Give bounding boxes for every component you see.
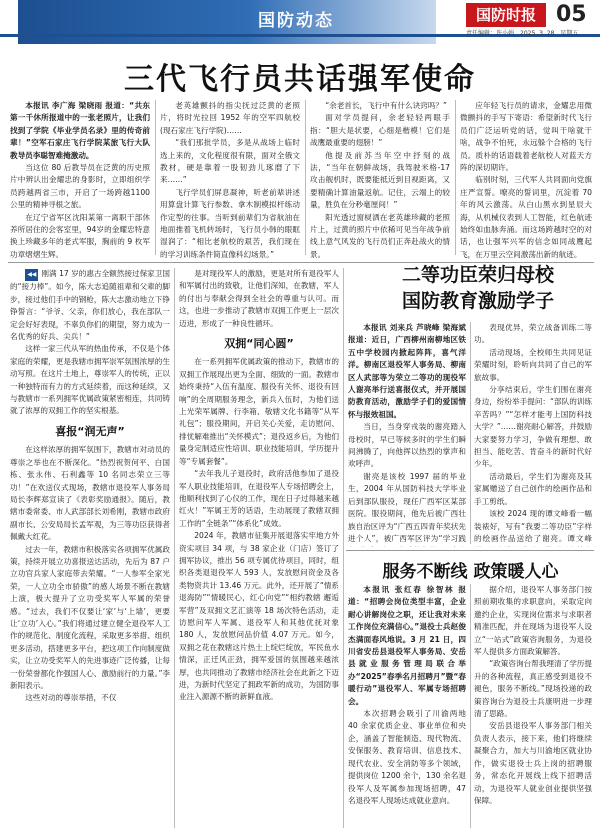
paragraph: 应年轻飞行员的请求，金耀忠用微微颤抖的手写下寄语：希望新时代飞行员们广泛运听党的话，觉叫干啥就干啥，战争不怕死，永远躲个合格的飞行员。质朴的话语载着老航校人对蓝天方阵的深切期许。: [460, 101, 592, 173]
column-divider: [343, 268, 344, 828]
paragraph: 据介绍，退役军人事务部门按照前期收集的求职意向，采取定向邀约企业，实现岗位需求与求职者精准匹配，并在现场为退役军人设立“一站式”政策咨询服务，为退役军人提供多方面政策解答。: [474, 585, 592, 657]
subhead-2: 双拥“同心圆”: [224, 337, 294, 351]
article1-col4: [460, 100, 592, 260]
paragraph: 2024 年，教辖市征集开展退落实牢地方外资实项目 34 项，与 38 家企业（门店）签订了拥军协议，推出 56 项专属优待项目，同时，组织各类退退役军人 593 人，发放慰问资金及各类物资共计 13.46 万元。此外，还开展了“情系退海防”“情暖民心，红心向党”“相约教辖 邂逅军营”及双拥文艺汇演等 18 场次特色活动，走访慰问军人军属、退役军人和其他优抚对象 180 人，发放慰问品价值 4.07 万元。如今，双拥之花在教辖这片热土上绽烂绽放，军民鱼水情深，正迁风正劲，拥军爱国的氛围越来越浓厚，也共同推动了教辖市经济社会在此新之下迈进，为新时代坚定了拥政军新的成功，为国防事业注入源源不断的新鲜血液。: [179, 531, 339, 702]
paragraph: 临别时刻，三代军人共同面向党旗庄严宣誓。嘹亮的誓词里，沉淀着 70 年的风云激荡。从白山黑水到星辰大海，从机械仪表到人工智能，红色航迹始终如血脉奔涌。而这场跨越时空的对话，也让强军兴军的信念如同战鹰起飞，在万里云空间激荡出新的航迹。: [460, 175, 592, 259]
article3-headline: 服务不断线 政策暖人心: [382, 562, 559, 582]
paragraph: 安岳县退役军人事务部门相关负责人表示，接下来，他们将继续凝聚合力，加大与川渝地区就业协作，做实退役士兵上岗的招聘服务，常态化开展线上线下招聘活动，为退役军人就业创业提供坚强保障。: [474, 721, 592, 805]
paragraph: “政策咨询台帮我理清了学历提升的各种流程，真正感受到退役不褪色，服务不断线。”现场投递的政策咨询台为退役士兵康明进一步理清了思路。: [474, 659, 592, 719]
article2-headline-line2: 国防教育激励学子: [401, 290, 554, 312]
article2-headline: [360, 262, 596, 314]
paragraph: 面对学员提问，余老轻轻两眼手指：“胆大是状要，心细是楷模！它们是战鹰最重要的翅膀！”: [310, 113, 450, 148]
column-divider: [155, 100, 156, 255]
article2-col2: [474, 322, 592, 547]
article3-col2: [474, 584, 592, 828]
article3-col1: [348, 584, 466, 828]
paragraph: 老英雄颤抖的指尖抚过泛黄的老照片，将时光拉回 1952 年的空军四航校(现石家庄飞行学院)……: [160, 101, 300, 135]
paragraph: 这样一家三代从军的热血传承，不仅是个体家庭的荣耀，更是我辖市拥军崇军氛围浓厚的生动写照。在这片土地上，尊崇军人的传统，正以一种独特而有力的方式延续着，而这种延续，又与教辖市一系列拥军优属政策紧密相连，共同铸就了浓厚的双拥工作的坚实根基。: [10, 344, 170, 416]
article1-col2: [160, 100, 300, 260]
paragraph: 过去一年，教辖市积极落实各项拥军优属政策，持续开展立功喜报送达活动，先后为 87 户立功官兵家人家庭带去荣耀。“一人参军全家光荣，一人立功全市骄傲”的感人场景不断在教辖上演，极大提升了立功受奖军人军属的荣誉感。“过去，我们不仅要让‘家’与‘上墙’，更要让‘立功’入心。”我们将通过建立健全退役军人工作的规范化、制度化流程，采取更多举措、组织更多活动，搭建更多平台，把这项工作向制度做实，让立功受奖军人的先进事迹广泛传播，让每一份荣誉都化作强国人心、激励前行的力量。”李新阳表示。: [10, 544, 170, 690]
paragraph: 当这位 80 后教导员在泛黄的历史照片中辨认出金耀忠的身影时，立即组织学员跨越两省三市，开启了一场跨越1100公里的精神寻根之旅。: [10, 163, 150, 210]
paragraph: 表现优异，荣立战备训练二等功。: [474, 323, 592, 345]
header-band: [18, 0, 436, 44]
paragraph: 当日，当身穿戎装的谢亮踏入母校时，早已等候多时的学生们瞬间沸腾了，向他挥以热烈的掌声和欢呼声。: [348, 422, 466, 469]
paragraph: 活动最后，学生们为谢亮及其家属赠送了自己创作的绘画作品和手工剪纸。: [474, 471, 592, 506]
column-divider: [470, 584, 471, 828]
edition-meta: 责任编辑：许小娟 2025. 3. 28 星期五: [466, 30, 579, 37]
article3-byline: 本报讯 张红春 徐智林 报道：“招聘会岗位类型丰富，企业耐心讲解岗位之职，还让我对未来工作岗位充满信心。”退役士兵赵俊杰满面春风地说。3 月 21 日，四川省安岳县退役军人事务局、安岳县就业服务管理局联合举办“2025”春季名月招聘月”暨“春暖行动”退役军人、军属专场招聘会。: [348, 585, 466, 706]
newspaper-logo: 国防时报: [466, 3, 546, 27]
paragraph: 本次招聘会吸引了川渝两地 40 余家优质企业、事业单位和央企，涵盖了智能制造、现代物流、安保服务、教育培训、信息技术、现代农业、安全消防等多个领域，提供岗位 1200 余个，130 余名退役军人及军属参加现场招聘，47 名退役军人现场达成就业意向。: [348, 709, 466, 805]
paragraph: 在这样浓厚的拥军氛围下，教辖市对动员的尊崇之举也在不断深化。“热烈祝贺何平、白国栋、张永伟、石利鑫等 10 名同志荣立三等功！”在欢送仪式现场，教辖市退役军人事务局局长李辉郑宣读了《表彰奖励通报》。随后，教辖市委常委、市人武部部长刘希刚，教辖市政府副市长、公安局局长孟军观，为三等功臣获得者佩戴大红花。: [10, 445, 170, 542]
article1-col1: [10, 100, 150, 260]
paragraph: 该校 2024 现的谭文峰看一幅装裱好，写有“我要二等功臣”字样的绘画作品送给了谢亮。谭文峰: [474, 509, 592, 543]
column-divider: [174, 268, 175, 828]
subhead-1: 喜报“润无声”: [55, 424, 125, 438]
paragraph: ◀◀ 刚满 17 岁的惠古全额然接过保家卫国的“接力棒”。如今，陈大志追随祖辈和父辈的脚步，接过他们手中的钢枪，陈大志激动地立下铮铮誓言：“爷爷、父亲，你们放心，我在部队一定会好好表现，不辜负你们的期望，努力成为一名优秀的好兵、尖兵！”: [10, 269, 170, 342]
article2-col1: [348, 322, 466, 547]
jump-tag: ◀◀: [25, 269, 38, 281]
paragraph: 在一系列拥军优属政策的推动下，教辖市的双拥工作展现出更为全面、细致的一面。教辖市始终秉持“入伍有温度、服役有关怀、退役有回响”的全周期服务理念，新兵入伍时，为他们送上光荣军属牌、行李箱、敬辖文化书籍等“从军礼包”；服役期间，开启关心关爱，走访慰问、排忧解难推出“关怀模式”；退役返乡后，为他们量身定制适应性培训、职业技能培训，学历提升等“专属套餐”。: [179, 357, 339, 466]
page-number: 05: [556, 2, 587, 27]
paragraph: 他提及前苏当年空中抒刻的战法，“当年在朝鲜战场，我驾驶米格-17 攻击舰机时，既要能抵近到目视距离，又要精确计算油量返航。记住，云端上的较量，胜负在分秒毫厘间！”: [310, 150, 450, 210]
article1-headline: 三代飞行员共话强军使命: [124, 62, 476, 97]
paragraph: “余老首长，飞行中有什么诀窍吗？”: [325, 101, 447, 110]
paragraph: 分享结束后，学生们围在谢亮身边，纷纷举手提问：“部队的训练辛苦吗？”“怎样才能考上国防科技大学？”……谢亮耐心解答，并鼓励大家要努力学习，争做有理想、敢担当、能吃苦、肯奋斗的新时代好少年。: [474, 385, 592, 469]
paragraph: 在辽宁省军区沈阳某第一离职干部休养所居住的会客室里，94岁的金耀忠特意换上珍藏多年的老式军服，胸前的 9 枚军功章熠熠生辉。: [10, 212, 150, 259]
article1-col3: [310, 100, 450, 260]
paragraph: 谢亮是该校 1997 届的毕业生，2004 年从国防科技大学毕业后到部队服役，现任广西军区某部医院。服役期间，他先后被广西壮族自治区评为“广西五四青年奖状先进个人”，被广西军区评为“学习践: [348, 471, 466, 543]
section-title: 国防动态: [258, 11, 334, 31]
article2-headline-line1: 二等功臣荣归母校: [401, 264, 554, 286]
paragraph: 阳光透过窗棂洒在老英雄珍藏的老照片上，过黄的照片中依稀可见当年战争前线上意气风发的飞行员们正奔赴战火的情景。: [310, 212, 450, 259]
article4-col2: [179, 268, 339, 828]
column-divider: [455, 100, 456, 255]
paragraph: 是对现役军人的激励，更是对所有退役军人和军属付出的致敬，让他们深知，在教辖，军人的付出与奉献会得到全社会的尊重与认可。而这，也进一步推动了教辖市双拥工作更上一层次迈进，形成了一种良性循环。: [179, 269, 339, 328]
paragraph: “我们那批学员，多是从战场上临时选上来的，文化程度很有限，面对全俄文教材，硬是靠着一股韧劲儿琢磨了下来……”: [160, 138, 300, 185]
column-divider: [305, 100, 306, 255]
article4-col1: [10, 268, 170, 828]
page-header: [0, 0, 600, 44]
paragraph: 飞行学员们屏息凝神，听老前辈讲述用算盘计算飞行参数、拿木制模拟杆练动作定型的往事。当听到前辈们为省航油在地面推着飞机转场时，飞行员小韩的眼眶湿润了：“相比老航校的艰苦，我们现在的学习训练条件简直像科幻场景。”: [160, 187, 300, 259]
paragraph: “去年我儿子退役时，政府活他参加了退役军人职业技能培训，在退役军人专场招聘会上，他顺利找到了心仪的工作，现在日子过得越来越红火！”军属王芳的话语，生动展现了教辖双拥工作的“全链条”“体系化”成效。: [179, 469, 339, 528]
article1-byline: 本报讯 李广海 梁晓雨 报道：“共东第一千休所报道中的一张老照片，让我们找到了学院《毕业学员名录》里的传奇前辈！”空军石家庄飞行学院某旅飞行大队教导员李聪智难掩激动。: [10, 101, 150, 160]
paragraph: 这些对动的尊崇举措，不仅: [25, 693, 117, 703]
article2-byline: 本报讯 刘来兵 芦晓峰 梁海斌 报道：近日，广西柳州南柳地区铁五中学校园内掀起阵阵，喜气洋洋。柳南区退役军人事务局、柳南区人武部等为荣立二等功的现役军人谢亮举行送喜报仪式，并开展国防教育活动，激励学子们的爱国情怀与报效祖国。: [348, 323, 466, 419]
column-divider: [470, 322, 471, 544]
paragraph: 活动现场，全校师生共同见证荣耀时刻，聆听向共同了自己的军旅故事。: [474, 347, 592, 382]
section-divider: [346, 550, 594, 551]
